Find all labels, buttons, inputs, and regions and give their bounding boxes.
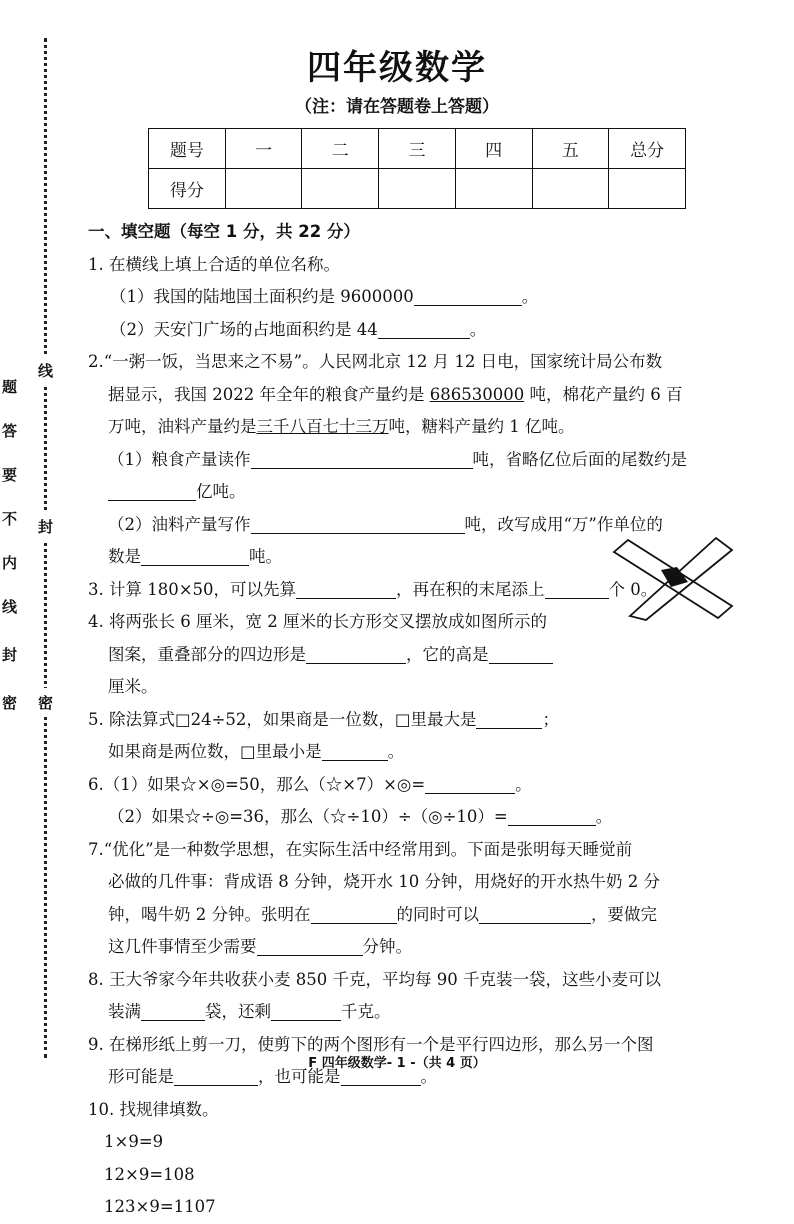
binding-char: 封	[38, 512, 53, 541]
score-table	[148, 128, 686, 209]
answer-blank[interactable]	[141, 1001, 205, 1021]
binding-char: 答	[2, 422, 18, 440]
question-9-line: 9. 在梯形纸上剪一刀，使剪下的两个图形有一个是平行四边形，那么另一个图	[88, 1034, 654, 1054]
answer-blank[interactable]	[251, 449, 473, 469]
question-7-line: 7.“优化”是一种数学思想，在实际生活中经常用到。下面是张明每天睡觉前	[88, 839, 633, 859]
pattern-row: 12×9=108	[104, 1164, 195, 1184]
binding-char: 内	[2, 554, 18, 572]
binding-char: 封	[2, 646, 18, 664]
question-2-part-1: （1）粮食产量读作 吨，省略亿位后面的尾数约是	[108, 449, 687, 469]
question-5-cont: 如果商是两位数，□里最小是 。	[108, 742, 405, 761]
page-subtitle: （注：请在答题卷上答题）	[295, 97, 499, 117]
score-header-cell: 题号	[149, 129, 226, 169]
score-input-cell[interactable]	[225, 169, 302, 209]
question-2-line: 2.“一粥一饭，当思来之不易”。人民网北京 12 月 12 日电，国家统计局公布数	[88, 352, 663, 371]
score-input-cell[interactable]	[455, 169, 532, 209]
pattern-row: 123×9=1107	[104, 1197, 216, 1216]
question-4-line: 厘米。	[108, 677, 158, 696]
question-5: 5. 除法算式□24÷52，如果商是一位数，□里最大是 ；	[88, 709, 559, 729]
answer-blank[interactable]	[425, 774, 515, 794]
question-7-line: 钟，喝牛奶 2 分钟。张明在 的同时可以 ，要做完	[108, 904, 657, 924]
binding-char: 不	[2, 510, 18, 528]
seal-dotted-line	[44, 38, 47, 1058]
question-4-line: 4. 将两张长 6 厘米，宽 2 厘米的长方形交叉摆放成如图所示的	[88, 612, 547, 631]
question-2-line: 万吨，油料产量约是三千八百七十三万吨，糖料产量约 1 亿吨。	[108, 417, 575, 436]
binding-char: 线	[38, 356, 53, 385]
question-2-part-1-cont: 亿吨。	[88, 476, 748, 509]
pattern-row: 1×9=9	[104, 1132, 164, 1151]
answer-blank[interactable]	[414, 286, 522, 306]
score-header-cell: 三	[379, 129, 456, 169]
question-10-stem: 10. 找规律填数。	[88, 1099, 219, 1119]
answer-blank[interactable]	[296, 579, 396, 599]
answer-blank[interactable]	[476, 709, 542, 729]
question-2-line: 据显示，我国 2022 年全年的粮食产量约是 686530000 吨，棉花产量约 6 百	[108, 384, 683, 404]
answer-blank[interactable]	[306, 644, 406, 664]
score-header-cell: 四	[455, 129, 532, 169]
score-table-score-row	[149, 169, 686, 209]
question-9-line: 形可能是 ，也可能是 。	[108, 1067, 437, 1086]
binding-char: 要	[2, 466, 18, 484]
answer-blank[interactable]	[108, 481, 196, 501]
score-input-cell[interactable]	[379, 169, 456, 209]
question-1-stem: 1. 在横线上填上合适的单位名称。	[88, 254, 340, 274]
score-input-cell[interactable]	[302, 169, 379, 209]
question-3: 3. 计算 180×50，可以先算 ，再在积的末尾添上 个 0。	[88, 579, 658, 599]
question-7-line: 必做的几件事：背成语 8 分钟，烧开水 10 分钟，用烧好的开水热牛奶 2 分	[108, 872, 660, 891]
answer-blank[interactable]	[271, 1001, 341, 1021]
question-content	[88, 216, 748, 1224]
answer-blank[interactable]	[378, 319, 470, 339]
question-2-part-2-cont: 数是 吨。	[108, 547, 282, 566]
question-4-line: 图案，重叠部分的四边形是 ，它的高是	[88, 639, 748, 672]
binding-char: 线	[2, 598, 18, 616]
score-header-cell: 一	[225, 129, 302, 169]
binding-char: 密	[38, 688, 53, 717]
score-table-header-row	[149, 129, 686, 169]
question-7-line: 这几件事情至少需要 分钟。	[108, 937, 412, 956]
score-input-cell[interactable]	[609, 169, 686, 209]
binding-char: 题	[2, 378, 18, 396]
score-label-cell: 得分	[149, 169, 226, 209]
score-header-cell: 五	[532, 129, 609, 169]
question-8-line: 装满 袋，还剩 千克。	[108, 1002, 391, 1021]
question-2-part-2: （2）油料产量写作 吨，改写成用“万”作单位的	[108, 514, 663, 534]
page-footer: F 四年级数学- 1 -（共 4 页）	[308, 1056, 486, 1071]
answer-blank[interactable]	[479, 904, 591, 924]
score-input-cell[interactable]	[532, 169, 609, 209]
question-6-part-2: （2）如果☆÷◎=36，那么（☆÷10）÷（◎÷10）= 。	[108, 807, 613, 826]
question-1-part-1: （1）我国的陆地国土面积约是 9600000 。	[110, 287, 539, 306]
binding-margin	[0, 0, 62, 1123]
question-8-line: 8. 王大爷家今年共收获小麦 850 千克，平均每 90 千克装一袋，这些小麦可以	[88, 969, 661, 989]
answer-blank[interactable]	[311, 904, 397, 924]
answer-blank[interactable]	[508, 806, 596, 826]
answer-blank[interactable]	[251, 514, 465, 534]
answer-blank[interactable]	[489, 644, 553, 664]
question-1-part-2: （2）天安门广场的占地面积约是 44 。	[110, 319, 487, 339]
section-heading: 一、填空题（每空 1 分，共 22 分）	[88, 222, 360, 241]
question-6-part-1: 6.（1）如果☆×◎=50，那么（☆×7）×◎= 。	[88, 774, 532, 794]
answer-blank[interactable]	[322, 741, 388, 761]
crossed-rectangles-figure	[612, 536, 736, 620]
page-title: 四年级数学	[307, 48, 487, 88]
answer-blank[interactable]	[141, 546, 249, 566]
score-header-cell: 二	[302, 129, 379, 169]
answer-blank[interactable]	[545, 579, 609, 599]
answer-blank[interactable]	[257, 936, 363, 956]
binding-char: 密	[2, 694, 18, 712]
score-header-cell: 总分	[609, 129, 686, 169]
